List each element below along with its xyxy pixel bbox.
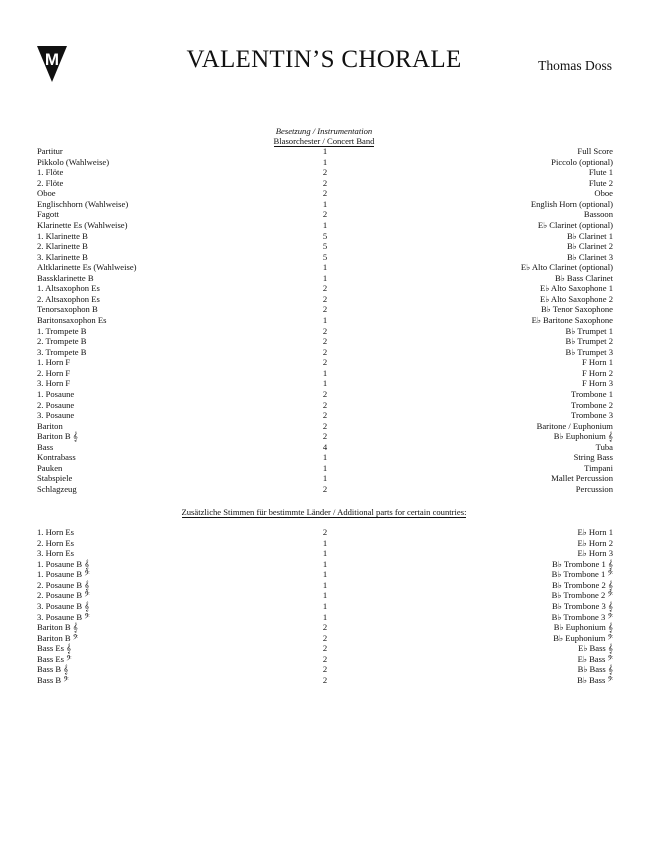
part-row — [37, 601, 613, 612]
part-name-english: Trombone 1 — [571, 388, 613, 399]
part-count: 2 — [322, 293, 328, 304]
part-name-english: Flute 1 — [588, 167, 613, 178]
part-name-german: 2. Posaune B 𝄞 — [37, 579, 90, 590]
part-count: 2 — [322, 410, 328, 421]
part-row — [37, 473, 613, 484]
part-row — [37, 452, 613, 463]
additional-parts-list — [37, 527, 613, 685]
part-name-german: 2. Horn F — [37, 367, 71, 378]
part-name-german: 3. Klarinette B — [37, 251, 88, 262]
part-row — [37, 157, 613, 168]
part-name-english: E♭ Bass 𝄞 — [578, 643, 613, 654]
part-name-english: B♭ Trumpet 1 — [565, 325, 613, 336]
part-name-english: F Horn 3 — [581, 378, 613, 389]
part-count: 1 — [322, 600, 328, 611]
part-name-german: Baritonsaxophon Es — [37, 315, 107, 325]
part-count: 1 — [322, 198, 328, 209]
part-name-english: B♭ Euphonium 𝄞 — [553, 431, 613, 442]
part-name-german: Tenorsaxophon B — [37, 304, 98, 315]
part-name-english: Timpani — [584, 462, 613, 473]
part-name-english: B♭ Clarinet 3 — [566, 251, 613, 262]
part-name-german: 3. Posaune — [37, 410, 75, 421]
part-name-english: F Horn 1 — [581, 357, 613, 368]
part-name-german: Bass Es 𝄞 — [37, 643, 72, 654]
part-row — [37, 431, 613, 442]
part-name-english: Flute 2 — [588, 177, 613, 188]
part-row — [37, 559, 613, 570]
part-count: 1 — [322, 272, 328, 283]
part-row — [37, 167, 613, 178]
part-name-german: 1. Altsaxophon Es — [37, 283, 100, 294]
part-name-english: B♭ Trombone 1 𝄢 — [551, 569, 613, 580]
part-row — [37, 347, 613, 358]
part-count: 2 — [322, 283, 328, 294]
part-name-german: 3. Posaune B 𝄞 — [37, 600, 90, 611]
part-row — [37, 220, 613, 231]
part-row — [37, 548, 613, 559]
part-name-english: E♭ Clarinet (optional) — [537, 219, 613, 230]
part-name-english: Full Score — [577, 146, 613, 156]
part-count: 2 — [322, 653, 328, 664]
part-count: 1 — [322, 611, 328, 622]
part-row — [37, 612, 613, 623]
part-count: 5 — [322, 241, 328, 252]
part-name-english: Trombone 2 — [571, 399, 613, 410]
part-name-german: Englischhorn (Wahlweise) — [37, 198, 129, 209]
part-count: 1 — [322, 452, 328, 463]
part-row — [37, 336, 613, 347]
part-count: 1 — [322, 548, 328, 559]
part-count: 2 — [322, 388, 328, 399]
page-title: VALENTIN’S CHORALE — [186, 46, 462, 73]
part-count: 1 — [322, 569, 328, 580]
part-row — [37, 643, 613, 654]
part-name-english: E♭ Horn 3 — [577, 548, 613, 559]
part-row — [37, 400, 613, 411]
part-name-german: Klarinette Es (Wahlweise) — [37, 219, 128, 230]
part-row — [37, 569, 613, 580]
part-name-german: 2. Posaune — [37, 399, 75, 410]
part-row — [37, 580, 613, 591]
part-count: 2 — [322, 632, 328, 643]
part-name-english: B♭ Tenor Saxophone — [540, 304, 613, 315]
part-count: 2 — [322, 167, 328, 178]
part-name-german: Bariton B 𝄢 — [37, 632, 79, 643]
part-name-german: 1. Flöte — [37, 167, 64, 178]
part-row — [37, 273, 613, 284]
part-name-german: 1. Trompete B — [37, 325, 87, 336]
instrumentation-heading: Besetzung / Instrumentation — [275, 126, 373, 136]
part-name-english: B♭ Bass 𝄞 — [577, 664, 613, 675]
part-name-english: E♭ Alto Saxophone 1 — [539, 283, 613, 294]
part-row — [37, 484, 613, 495]
part-row — [37, 262, 613, 273]
part-name-german: 1. Posaune B 𝄞 — [37, 558, 90, 569]
part-row — [37, 421, 613, 432]
part-count: 2 — [322, 664, 328, 675]
part-count: 5 — [322, 251, 328, 262]
part-row — [37, 231, 613, 242]
part-row — [37, 178, 613, 189]
part-row — [37, 442, 613, 453]
part-name-english: Oboe — [594, 188, 613, 199]
part-count: 1 — [322, 315, 328, 325]
part-row — [37, 378, 613, 389]
part-name-english: B♭ Euphonium 𝄞 — [553, 622, 613, 633]
part-name-german: 1. Horn F — [37, 357, 71, 368]
part-count: 1 — [322, 537, 328, 548]
part-name-german: 3. Posaune B 𝄢 — [37, 611, 90, 622]
part-name-german: 1. Horn Es — [37, 527, 74, 537]
part-count: 2 — [322, 336, 328, 347]
part-name-english: B♭ Trombone 3 𝄢 — [551, 611, 613, 622]
part-name-english: B♭ Trumpet 2 — [565, 336, 613, 347]
part-row — [37, 538, 613, 549]
part-count: 2 — [322, 622, 328, 633]
part-name-english: B♭ Bass Clarinet — [555, 272, 613, 283]
part-row — [37, 283, 613, 294]
composer-name: Thomas Doss — [538, 58, 612, 73]
part-name-german: 1. Posaune B 𝄢 — [37, 569, 90, 580]
part-name-german: 2. Horn Es — [37, 537, 74, 548]
part-row — [37, 389, 613, 400]
part-count: 2 — [322, 188, 328, 199]
part-name-english: String Bass — [573, 452, 613, 463]
svg-text:M: M — [44, 50, 60, 69]
part-count: 1 — [322, 473, 328, 484]
part-name-german: Pauken — [37, 462, 63, 473]
part-name-english: Baritone / Euphonium — [536, 420, 613, 431]
part-count: 2 — [322, 357, 328, 368]
part-row — [37, 241, 613, 252]
part-count: 1 — [322, 262, 328, 273]
part-name-german: Fagott — [37, 209, 59, 220]
part-count: 1 — [322, 378, 328, 389]
part-row — [37, 368, 613, 379]
part-name-german: Pikkolo (Wahlweise) — [37, 156, 110, 167]
part-name-english: E♭ Baritone Saxophone — [531, 315, 613, 325]
part-name-english: E♭ Alto Saxophone 2 — [539, 293, 613, 304]
part-name-english: E♭ Alto Clarinet (optional) — [520, 262, 613, 273]
part-name-english: E♭ Horn 1 — [577, 527, 613, 537]
additional-parts-heading: Zusätzliche Stimmen für bestimmte Länder / Additional parts for certain countries: — [181, 507, 467, 517]
part-count: 2 — [322, 420, 328, 431]
part-count: 4 — [322, 441, 328, 452]
part-count: 2 — [322, 431, 328, 442]
part-name-german: Bariton — [37, 420, 63, 431]
part-count: 1 — [322, 462, 328, 473]
part-name-german: Oboe — [37, 188, 56, 199]
part-name-english: Piccolo (optional) — [551, 156, 613, 167]
part-name-german: Partitur — [37, 146, 63, 156]
part-row — [37, 633, 613, 644]
ensemble-heading: Blasorchester / Concert Band — [273, 136, 375, 146]
part-name-english: Bassoon — [583, 209, 613, 220]
part-count: 1 — [322, 367, 328, 378]
instrumentation-list — [37, 146, 613, 495]
part-name-english: B♭ Trumpet 3 — [565, 346, 613, 357]
part-row — [37, 146, 613, 157]
part-name-english: B♭ Trombone 2 𝄞 — [552, 579, 613, 590]
part-count: 1 — [322, 146, 328, 156]
part-name-german: 2. Flöte — [37, 177, 64, 188]
part-name-german: Bass B 𝄢 — [37, 674, 69, 685]
part-count: 2 — [322, 177, 328, 188]
part-name-english: B♭ Bass 𝄢 — [577, 674, 613, 685]
part-name-english: F Horn 2 — [581, 367, 613, 378]
part-row — [37, 622, 613, 633]
part-name-german: 1. Posaune — [37, 388, 75, 399]
part-name-german: 1. Klarinette B — [37, 230, 88, 241]
part-name-german: Bassklarinette B — [37, 272, 94, 283]
part-count: 1 — [322, 219, 328, 230]
part-count: 2 — [322, 484, 328, 494]
part-row — [37, 252, 613, 263]
part-count: 2 — [322, 325, 328, 336]
part-name-english: B♭ Trombone 1 𝄞 — [552, 558, 613, 569]
part-row — [37, 664, 613, 675]
part-name-german: 3. Trompete B — [37, 346, 87, 357]
part-name-german: Stabspiele — [37, 473, 73, 484]
part-count: 2 — [322, 346, 328, 357]
part-name-german: 2. Klarinette B — [37, 241, 88, 252]
part-name-english: B♭ Trombone 2 𝄢 — [551, 590, 613, 601]
part-count: 2 — [322, 209, 328, 220]
part-row — [37, 315, 613, 326]
part-row — [37, 188, 613, 199]
part-name-english: Trombone 3 — [571, 410, 613, 421]
part-name-german: 2. Posaune B 𝄢 — [37, 590, 90, 601]
part-name-german: 2. Altsaxophon Es — [37, 293, 100, 304]
part-name-german: 3. Horn Es — [37, 548, 74, 559]
part-name-english: B♭ Trombone 3 𝄞 — [552, 600, 613, 611]
part-count: 2 — [322, 674, 328, 685]
part-name-english: B♭ Clarinet 1 — [566, 230, 613, 241]
part-row — [37, 304, 613, 315]
part-row — [37, 527, 613, 538]
part-row — [37, 654, 613, 665]
part-row — [37, 357, 613, 368]
part-count: 1 — [322, 579, 328, 590]
part-name-german: Bariton B 𝄞 — [37, 431, 78, 442]
part-count: 2 — [322, 643, 328, 654]
part-name-english: Percussion — [575, 484, 613, 494]
part-count: 2 — [322, 304, 328, 315]
part-name-german: Bass — [37, 441, 54, 452]
part-row — [37, 294, 613, 305]
part-name-english: English Horn (optional) — [530, 198, 613, 209]
part-name-german: Bass Es 𝄢 — [37, 653, 72, 664]
part-name-english: E♭ Bass 𝄢 — [577, 653, 613, 664]
part-name-german: 2. Trompete B — [37, 336, 87, 347]
part-row — [37, 410, 613, 421]
part-name-german: Altklarinette Es (Wahlweise) — [37, 262, 137, 273]
part-count: 1 — [322, 590, 328, 601]
part-name-english: E♭ Horn 2 — [577, 537, 613, 548]
part-count: 1 — [322, 156, 328, 167]
part-count: 5 — [322, 230, 328, 241]
part-name-english: B♭ Clarinet 2 — [566, 241, 613, 252]
part-row — [37, 209, 613, 220]
part-row — [37, 463, 613, 474]
part-count: 1 — [322, 558, 328, 569]
part-name-english: Mallet Percussion — [551, 473, 613, 484]
part-name-german: Schlagzeug — [37, 484, 77, 494]
part-row — [37, 326, 613, 337]
part-row — [37, 675, 613, 686]
part-row — [37, 199, 613, 210]
part-name-german: Kontrabass — [37, 452, 76, 463]
part-name-english: Tuba — [595, 441, 613, 452]
part-row — [37, 590, 613, 601]
part-name-german: 3. Horn F — [37, 378, 71, 389]
part-name-german: Bass B 𝄞 — [37, 664, 69, 675]
part-count: 2 — [322, 399, 328, 410]
part-name-german: Bariton B 𝄞 — [37, 622, 78, 633]
part-count: 2 — [322, 527, 328, 537]
part-name-english: B♭ Euphonium 𝄢 — [553, 632, 613, 643]
